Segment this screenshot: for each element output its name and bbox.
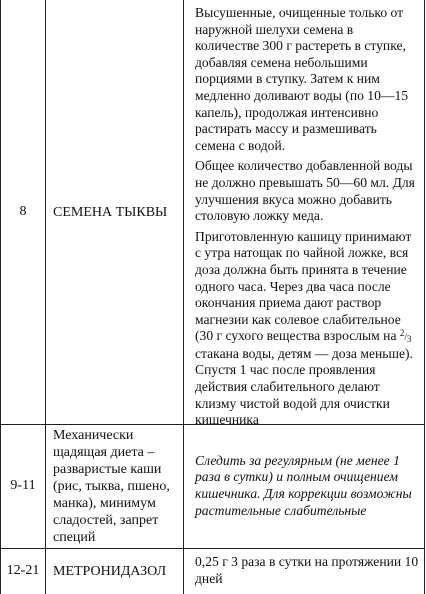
row-instructions: Следить за регулярным (не менее 1 раза в сутки) и полным очищением кишечника. Для коррекции возможны растительные слабительные [195, 452, 412, 518]
row-agent: МЕТРОНИДАЗОЛ [53, 563, 167, 579]
instruction-paragraph: Высушенные, очищенные только от наружной шелухи семена в количестве 300 г растереть в ступке, добавляя семена небольшими порциями в ступку. Затем к ним медленно доливают воды (по 10—15 капель), продолжая интенсивно растирать массу и размешивать семена с водой. [195, 5, 409, 153]
fraction-numerator: 2 [399, 328, 405, 339]
instruction-paragraph: Общее количество добавленной воды не должно превышать 50—60 мл. Для улучшения вкуса можно добавить столовую ложку меда. [195, 158, 415, 224]
fraction-denominator: 3 [406, 334, 412, 345]
row-number: 9-11 [10, 478, 36, 493]
row-agent: Механически щадящая диета – разваристые каши (рис, тыква, пшено, манка), минимум сладостей, запрет специй [53, 427, 170, 545]
instruction-text: Приготовленную кашицу принимают с утра натощак по чайной ложке, вся доза должна быть принята в течение одного часа. Через два часа после окончания приема дают раствор магнезии как солевое слабительное (30 г сухого вещества взрослым на [195, 228, 412, 344]
row-number: 8 [19, 204, 27, 219]
row-instructions [184, 0, 426, 428]
table-row [1, 424, 424, 549]
row-number: 12-21 [6, 563, 40, 578]
fraction: 2/3 [399, 328, 412, 345]
row-instructions: 0,25 г 3 раза в сутки на протяжении 10 дней [195, 554, 419, 586]
table-row [1, 0, 424, 428]
instruction-text: стакана воды, детям — доза меньше). Спустя 1 час после проявления действия слабительного делают клизму чистой водой для очистки кишечника [195, 345, 413, 428]
instruction-paragraph [195, 229, 420, 429]
row-agent: СЕМЕНА ТЫКВЫ [53, 204, 168, 220]
table-row [1, 548, 424, 594]
